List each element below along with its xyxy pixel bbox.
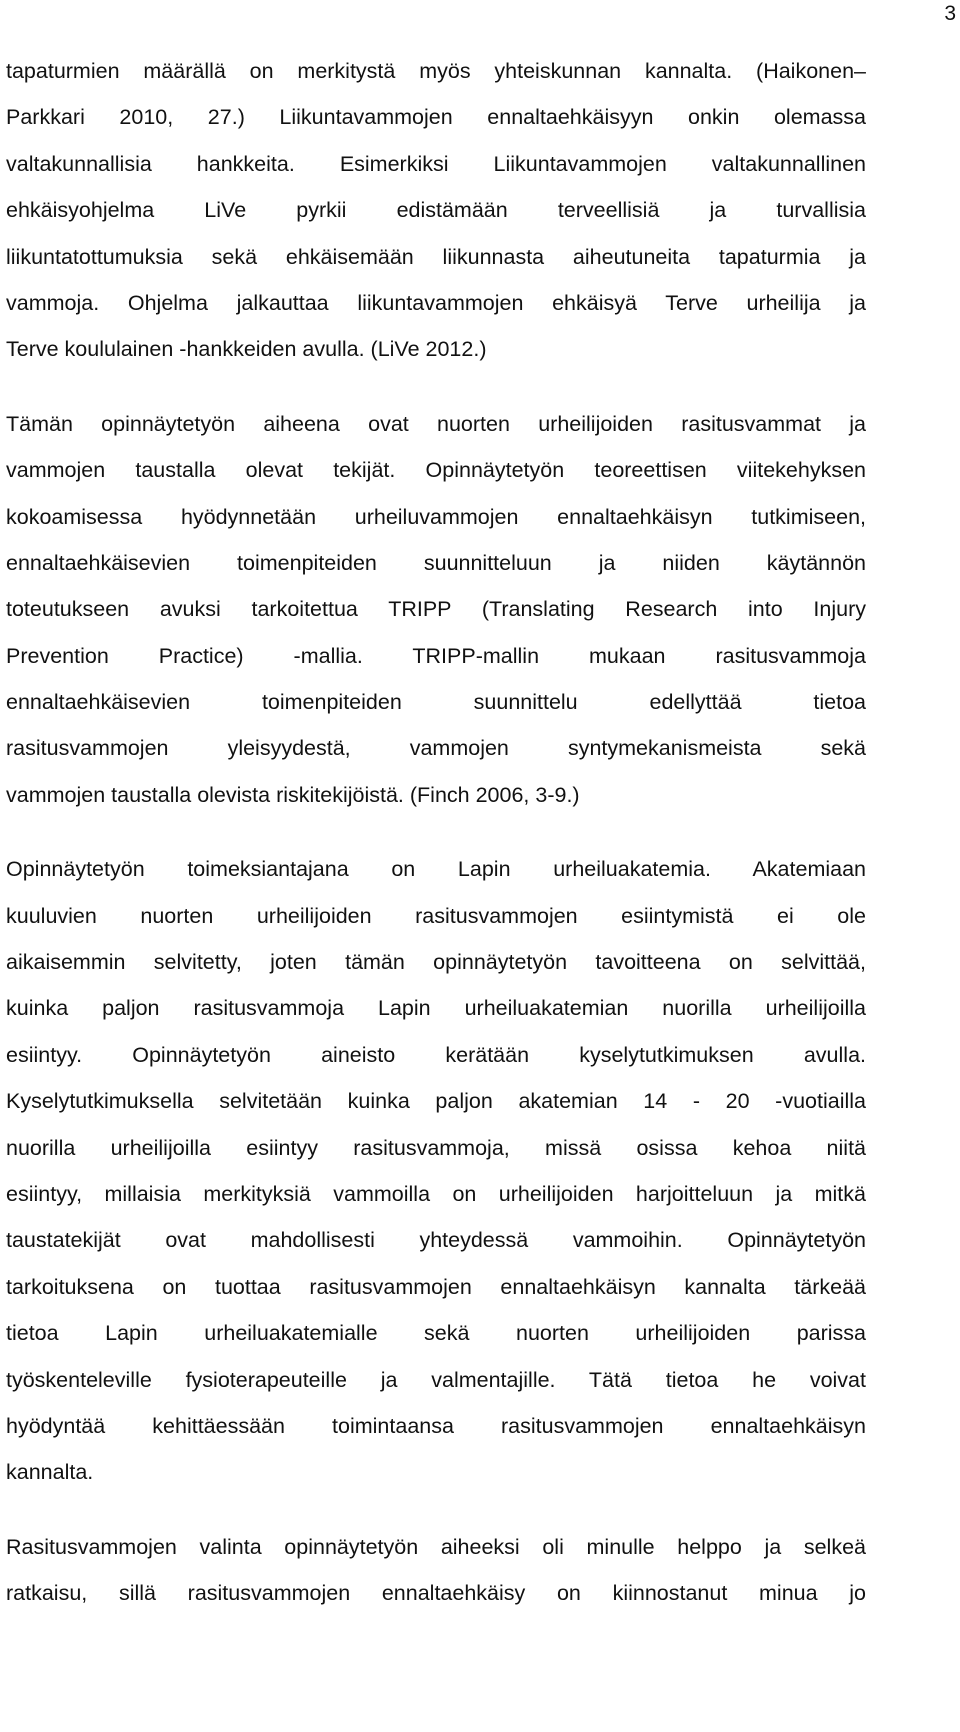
text-line: Opinnäytetyön toimeksiantajana on Lapin urheiluakatemia. Akatemiaan (6, 857, 866, 882)
text-line: Parkkari 2010, 27.) Liikuntavammojen ennaltaehkäisyyn onkin olemassa (6, 105, 866, 130)
text-line: kokoamisessa hyödynnetään urheiluvammojen ennaltaehkäisyn tutkimiseen, (6, 504, 866, 529)
text-line: ennaltaehkäisevien toimenpiteiden suunnittelu edellyttää tietoa (6, 690, 866, 715)
text-line: taustatekijät ovat mahdollisesti yhteydessä vammoihin. Opinnäytetyön (6, 1228, 866, 1253)
text-line: rasitusvammojen yleisyydestä, vammojen syntymekanismeista sekä (6, 736, 866, 761)
text-line: nuorilla urheilijoilla esiintyy rasitusvammoja, missä osissa kehoa niitä (6, 1135, 866, 1160)
text-line: vammoja. Ohjelma jalkauttaa liikuntavammojen ehkäisyä Terve urheilija ja (6, 290, 866, 315)
text-line: esiintyy, millaisia merkityksiä vammoilla on urheilijoiden harjoitteluun ja mitkä (6, 1181, 866, 1206)
text-line: hyödyntää kehittäessään toimintaansa rasitusvammojen ennaltaehkäisyn (6, 1413, 866, 1438)
paragraph (6, 846, 866, 1495)
text-line: työskenteleville fysioterapeuteille ja valmentajille. Tätä tietoa he voivat (6, 1367, 866, 1392)
text-line: tapaturmien määrällä on merkitystä myös yhteiskunnan kannalta. (Haikonen– (6, 59, 866, 83)
text-line: kannalta. (6, 1460, 94, 1485)
text-line: ratkaisu, sillä rasitusvammojen ennaltaehkäisy on kiinnostanut minua jo (6, 1581, 866, 1606)
text-line: ennaltaehkäisevien toimenpiteiden suunnitteluun ja niiden käytännön (6, 550, 866, 575)
text-line: Rasitusvammojen valinta opinnäytetyön aiheeksi oli minulle helppo ja selkeä (6, 1534, 866, 1559)
text-line: ehkäisyohjelma LiVe pyrkii edistämään terveellisiä ja turvallisia (6, 198, 866, 223)
text-line: aikaisemmin selvitetty, joten tämän opinnäytetyön tavoitteena on selvittää, (6, 950, 866, 975)
text-line: liikuntatottumuksia sekä ehkäisemään liikunnasta aiheutuneita tapaturmia ja (6, 244, 866, 269)
text-line: Terve koululainen -hankkeiden avulla. (LiVe 2012.) (6, 337, 487, 362)
text-line: vammojen taustalla olevista riskitekijöistä. (Finch 2006, 3-9.) (6, 782, 580, 807)
text-line: esiintyy. Opinnäytetyön aineisto kerätään kyselytutkimuksen avulla. (6, 1042, 866, 1067)
text-line: toteutukseen avuksi tarkoitettua TRIPP (Translating Research into Injury (6, 597, 866, 622)
paragraph-gap (6, 818, 866, 846)
text-line: kuuluvien nuorten urheilijoiden rasitusvammojen esiintymistä ei ole (6, 903, 866, 928)
text-line: Tämän opinnäytetyön aiheena ovat nuorten urheilijoiden rasitusvammat ja (6, 411, 866, 436)
text-line: tarkoituksena on tuottaa rasitusvammojen ennaltaehkäisyn kannalta tärkeää (6, 1274, 866, 1299)
text-line: Kyselytutkimuksella selvitetään kuinka paljon akatemian 14 - 20 -vuotiailla (6, 1089, 866, 1114)
paragraph-gap (6, 373, 866, 401)
text-line: Prevention Practice) -mallia. TRIPP-mallin mukaan rasitusvammoja (6, 643, 866, 668)
paragraph (6, 1524, 866, 1617)
paragraph (6, 48, 866, 373)
text-line: tietoa Lapin urheiluakatemialle sekä nuorten urheilijoiden parissa (6, 1321, 866, 1346)
page-number: 3 (944, 2, 956, 25)
text-line: kuinka paljon rasitusvammoja Lapin urheiluakatemian nuorilla urheilijoilla (6, 996, 866, 1021)
paragraph (6, 401, 866, 819)
text-line: valtakunnallisia hankkeita. Esimerkiksi Liikuntavammojen valtakunnallinen (6, 151, 866, 176)
document-body (6, 48, 866, 1617)
text-line: vammojen taustalla olevat tekijät. Opinnäytetyön teoreettisen viitekehyksen (6, 458, 866, 483)
paragraph-gap (6, 1496, 866, 1524)
